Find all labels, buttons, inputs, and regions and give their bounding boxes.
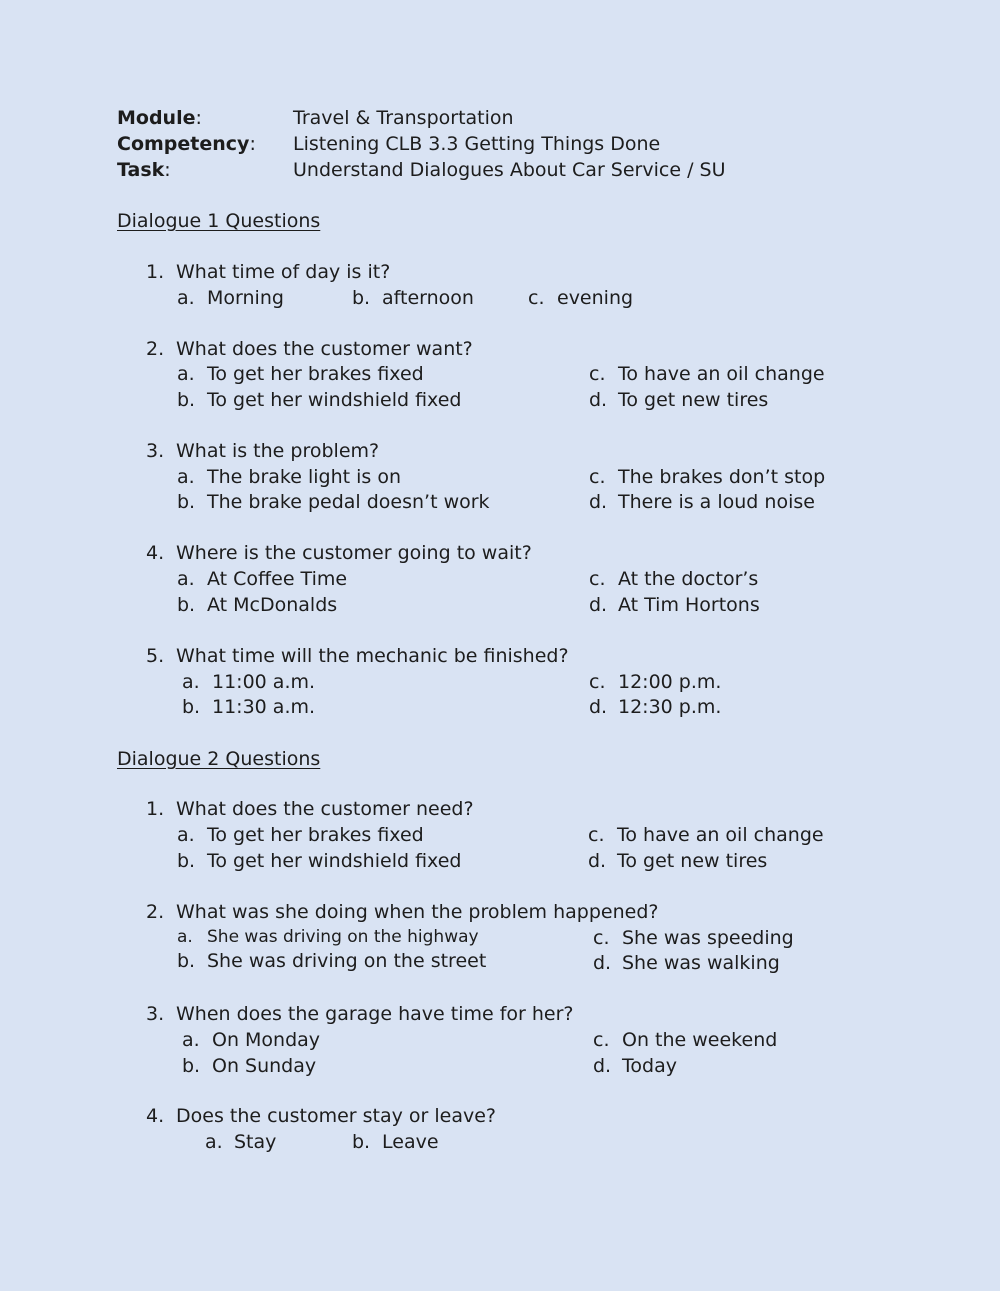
- question-number: 3.: [146, 1003, 165, 1025]
- question-text: What time will the mechanic be finished?: [176, 645, 569, 667]
- option-letter: b.: [352, 287, 371, 309]
- question-text: What does the customer want?: [176, 338, 473, 360]
- option-letter: c.: [593, 927, 610, 949]
- option-letter: b.: [182, 1055, 201, 1077]
- competency-colon: :: [249, 133, 256, 155]
- module-label-row: [117, 107, 202, 129]
- dialogue-2-title: Dialogue 2 Questions: [117, 748, 321, 770]
- competency-label-row: [117, 133, 256, 155]
- option-text: To get her brakes fixed: [207, 363, 424, 385]
- question-number: 1.: [146, 798, 165, 820]
- option-text: To get her brakes fixed: [207, 824, 424, 846]
- dialogue-1-title: Dialogue 1 Questions: [117, 210, 321, 232]
- competency-value: Listening CLB 3.3 Getting Things Done: [293, 133, 661, 155]
- task-label-row: [117, 159, 171, 181]
- competency-label: Competency: [117, 133, 250, 155]
- option-text: To get her windshield fixed: [207, 389, 462, 411]
- option-letter: a.: [177, 568, 195, 590]
- option-text: To get new tires: [618, 389, 769, 411]
- option-text: At Coffee Time: [207, 568, 348, 590]
- option-letter: d.: [593, 1055, 612, 1077]
- option-text: Today: [622, 1055, 677, 1077]
- option-text: The brake light is on: [207, 466, 401, 488]
- option-text: 12:30 p.m.: [618, 696, 722, 718]
- option-letter: c.: [528, 287, 545, 309]
- option-text: afternoon: [382, 287, 474, 309]
- option-text: evening: [557, 287, 634, 309]
- option-text: On Monday: [212, 1029, 321, 1051]
- option-letter: a.: [177, 466, 195, 488]
- option-text: Leave: [382, 1131, 439, 1153]
- task-value: Understand Dialogues About Car Service / SU: [293, 159, 726, 181]
- option-letter: a.: [177, 824, 195, 846]
- option-text: Stay: [234, 1131, 277, 1153]
- question-number: 3.: [146, 440, 165, 462]
- question-number: 5.: [146, 645, 165, 667]
- option-text: She was speeding: [622, 927, 794, 949]
- question-text: When does the garage have time for her?: [176, 1003, 574, 1025]
- option-letter: a.: [182, 671, 200, 693]
- module-value: Travel & Transportation: [293, 107, 514, 129]
- option-letter: b.: [352, 1131, 371, 1153]
- question-number: 1.: [146, 261, 165, 283]
- option-letter: c.: [589, 568, 606, 590]
- question-number: 2.: [146, 338, 165, 360]
- option-text: Morning: [207, 287, 284, 309]
- question-number: 4.: [146, 542, 165, 564]
- module-colon: :: [195, 107, 202, 129]
- option-letter: d.: [589, 389, 608, 411]
- option-letter: c.: [588, 824, 605, 846]
- option-letter: d.: [589, 491, 608, 513]
- question-text: What was she doing when the problem happened?: [176, 901, 659, 923]
- option-text: On the weekend: [622, 1029, 778, 1051]
- option-letter: a.: [177, 363, 195, 385]
- option-letter: d.: [588, 850, 607, 872]
- option-text: To have an oil change: [617, 824, 824, 846]
- option-letter: b.: [177, 491, 196, 513]
- question-text: Where is the customer going to wait?: [176, 542, 532, 564]
- option-letter: a.: [177, 927, 193, 947]
- option-text: There is a loud noise: [618, 491, 815, 513]
- option-letter: a.: [177, 287, 195, 309]
- option-text: At McDonalds: [207, 594, 338, 616]
- option-text: The brakes don’t stop: [618, 466, 826, 488]
- option-letter: d.: [593, 952, 612, 974]
- option-letter: c.: [589, 671, 606, 693]
- option-text: To get her windshield fixed: [207, 850, 462, 872]
- option-letter: a.: [205, 1131, 223, 1153]
- option-letter: d.: [589, 594, 608, 616]
- option-letter: b.: [177, 850, 196, 872]
- option-text: She was walking: [622, 952, 780, 974]
- question-text: What is the problem?: [176, 440, 380, 462]
- question-text: What does the customer need?: [176, 798, 474, 820]
- option-text: At the doctor’s: [618, 568, 759, 590]
- question-number: 2.: [146, 901, 165, 923]
- option-text: To have an oil change: [618, 363, 825, 385]
- option-letter: a.: [182, 1029, 200, 1051]
- option-text: 12:00 p.m.: [618, 671, 722, 693]
- option-letter: c.: [593, 1029, 610, 1051]
- option-letter: b.: [177, 389, 196, 411]
- option-text: The brake pedal doesn’t work: [207, 491, 490, 513]
- option-text: 11:30 a.m.: [212, 696, 316, 718]
- option-letter: b.: [177, 950, 196, 972]
- module-label: Module: [117, 107, 196, 129]
- question-text: Does the customer stay or leave?: [176, 1105, 496, 1127]
- question-number: 4.: [146, 1105, 165, 1127]
- option-text: To get new tires: [617, 850, 768, 872]
- option-text: 11:00 a.m.: [212, 671, 316, 693]
- option-letter: c.: [589, 466, 606, 488]
- task-colon: :: [164, 159, 171, 181]
- option-text: She was driving on the street: [207, 950, 487, 972]
- option-text: She was driving on the highway: [207, 927, 479, 947]
- option-letter: d.: [589, 696, 608, 718]
- option-letter: b.: [177, 594, 196, 616]
- option-letter: b.: [182, 696, 201, 718]
- option-text: At Tim Hortons: [618, 594, 760, 616]
- option-text: On Sunday: [212, 1055, 317, 1077]
- option-letter: c.: [589, 363, 606, 385]
- task-label: Task: [117, 159, 165, 181]
- question-text: What time of day is it?: [176, 261, 391, 283]
